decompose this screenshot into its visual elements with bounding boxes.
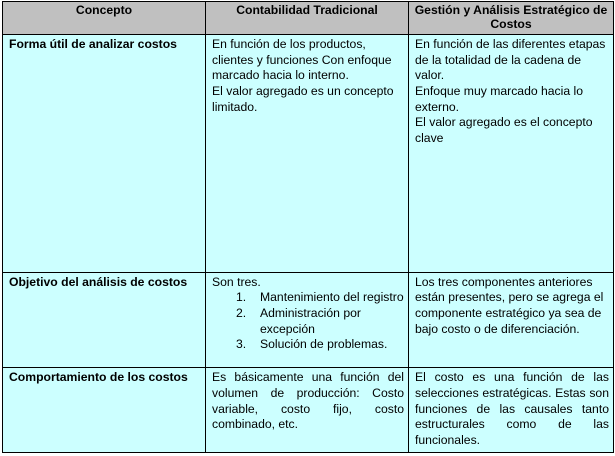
row-concept-cell: Objetivo del análisis de costos	[3, 272, 206, 368]
list-number: 3.	[236, 337, 247, 352]
list-text: Mantenimiento del registro	[260, 290, 404, 305]
numbered-list	[212, 290, 404, 352]
header-concepto: Concepto	[3, 2, 206, 35]
table-row	[3, 272, 614, 368]
strategic-cell	[409, 368, 614, 453]
traditional-cell	[206, 368, 409, 453]
cell-paragraph: El valor agregado es el concepto clave	[415, 115, 593, 145]
table-row	[3, 35, 614, 273]
header-contabilidad-tradicional: Contabilidad Tradicional	[206, 2, 409, 35]
list-item	[212, 290, 404, 306]
traditional-cell	[206, 272, 409, 368]
header-gestion-estrategica: Gestión y Análisis Estratégico de Costos	[409, 2, 614, 35]
traditional-cell	[206, 35, 409, 273]
cell-paragraph: Enfoque muy marcado hacia lo externo.	[415, 84, 584, 114]
list-item	[212, 337, 404, 353]
cell-paragraph: Es básicamente una función del volumen de producción: Costo variable, costo fijo, costo combinado, etc.	[212, 370, 404, 432]
row-concept-cell: Comportamiento de los costos	[3, 368, 206, 453]
strategic-cell	[409, 35, 614, 273]
list-item	[212, 306, 404, 337]
list-text: Administración por excepción	[260, 305, 361, 336]
header-row	[3, 2, 614, 35]
list-number: 2.	[236, 305, 247, 320]
table-row	[3, 368, 614, 453]
cell-paragraph: El costo es una función de las selecciones estratégicas. Estas son funciones de las causales tanto estructurales como de las funcionales.	[415, 370, 609, 447]
strategic-cell	[409, 272, 614, 368]
row-concept-cell: Forma útil de analizar costos	[3, 35, 206, 273]
cell-paragraph: En función de los productos, clientes y funciones Con enfoque marcado hacia lo interno.	[212, 37, 392, 83]
list-text: Solución de problemas.	[260, 337, 388, 352]
cell-paragraph: El valor agregado es un concepto limitado.	[212, 84, 394, 114]
list-number: 1.	[236, 290, 247, 305]
cell-paragraph: En función de las diferentes etapas de la totalidad de la cadena de valor.	[415, 37, 606, 83]
comparison-table	[2, 1, 614, 453]
cell-paragraph: Los tres componentes anteriores están presentes, pero se agrega el componente estratégico ya sea de bajo costo o de diferenciación.	[415, 274, 604, 336]
cell-paragraph: Son tres.	[212, 274, 261, 289]
